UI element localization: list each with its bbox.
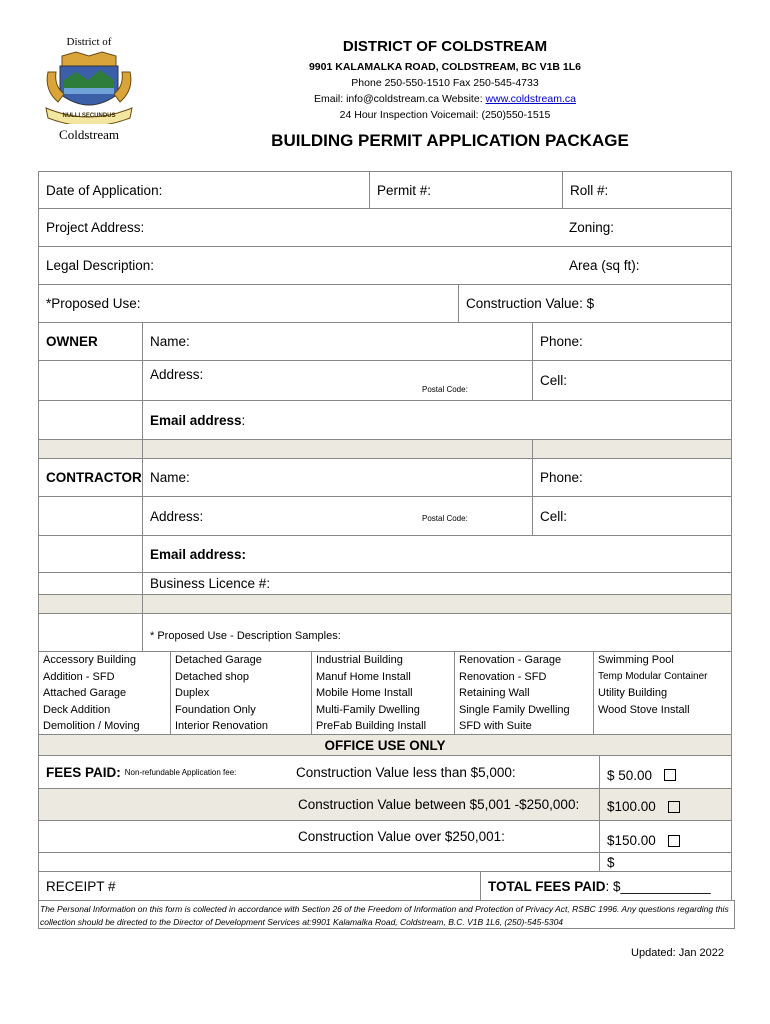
owner-row-name (38, 322, 732, 361)
owner-row-email (38, 400, 732, 440)
sample-item: Manuf Home Install (316, 670, 411, 683)
contractor-address-field[interactable] (142, 497, 532, 535)
logo-bottom-text: Coldstream (59, 127, 119, 142)
owner-phone-field[interactable]: Phone: (532, 323, 731, 360)
roll-number-field[interactable]: Roll #: (562, 172, 731, 208)
contractor-postal-label: Postal Code: (422, 514, 468, 523)
fees-paid-label: FEES PAID: (46, 764, 121, 780)
tier1-label: Construction Value less than $5,000: (296, 764, 516, 780)
sample-item: Accessory Building (43, 654, 136, 666)
tier2-cell (39, 789, 599, 820)
sample-item: Temp Modular Container (598, 670, 708, 682)
samples-col-5 (593, 651, 732, 735)
contractor-row-address (38, 496, 732, 536)
checkbox-icon[interactable] (664, 769, 676, 781)
org-voicemail: 24 Hour Inspection Voicemail: (250)550-1515 (339, 109, 551, 121)
owner-email-label: Email address (150, 412, 242, 428)
office-use-title: OFFICE USE ONLY (324, 737, 446, 753)
website-link[interactable]: www.coldstream.ca (485, 93, 576, 105)
district-logo (40, 36, 138, 146)
owner-email-field[interactable] (142, 401, 731, 439)
contractor-row-licence (38, 572, 732, 595)
contractor-spacer-row (38, 594, 732, 614)
contractor-phone-field[interactable]: Phone: (532, 459, 731, 496)
logo-top-text: District of (66, 36, 112, 48)
permit-number-field[interactable]: Permit #: (369, 172, 562, 208)
sample-item: Mobile Home Install (316, 687, 413, 699)
owner-address-field[interactable] (142, 361, 532, 400)
receipt-row (38, 871, 732, 901)
org-name: DISTRICT OF COLDSTREAM (342, 38, 548, 55)
tier1-amount-cell[interactable] (599, 756, 731, 788)
logo-ribbon-text: NULLI SECUNDUS (62, 113, 116, 119)
tier3-cell (39, 821, 599, 852)
sample-item: PreFab Building Install (316, 720, 427, 732)
fees-paid-cell (39, 756, 599, 788)
contractor-name-field[interactable]: Name: (142, 459, 532, 496)
samples-label-row (38, 613, 732, 652)
project-address-field[interactable]: Project Address: (46, 220, 145, 235)
sample-item: Renovation - Garage (459, 654, 562, 666)
sample-item: Detached shop (175, 670, 249, 683)
form-row-project-address (38, 208, 732, 247)
sample-item: Deck Addition (43, 703, 111, 716)
blank-amount[interactable]: $ (599, 853, 731, 871)
sample-item: Duplex (175, 687, 210, 699)
total-fees-cell[interactable] (480, 872, 731, 900)
contractor-email-field[interactable]: Email address: (142, 536, 731, 572)
form-row-use (38, 284, 732, 323)
fee-row-2 (38, 788, 732, 821)
zoning-field[interactable]: Zoning: (569, 220, 615, 235)
form-row-legal (38, 246, 732, 285)
date-of-application-field[interactable]: Date of Application: (46, 182, 163, 198)
sample-item: Addition - SFD (43, 670, 115, 683)
sample-item: Single Family Dwelling (459, 703, 570, 716)
proposed-use-field[interactable]: *Proposed Use: (46, 296, 141, 311)
email-text: Email: info@coldstream.ca Website: (314, 93, 486, 105)
legal-description-field[interactable]: Legal Description: (46, 258, 155, 273)
checkbox-icon[interactable] (668, 835, 680, 847)
contractor-row-email (38, 535, 732, 573)
fee-note: Non-refundable Application fee: (124, 767, 237, 777)
sample-item: SFD with Suite (459, 720, 532, 732)
owner-postal-label: Postal Code: (422, 385, 468, 394)
owner-address-label: Address: (150, 367, 204, 382)
tier1-amount: $ 50.00 (607, 767, 653, 783)
owner-cell-field[interactable]: Cell: (532, 361, 731, 400)
org-email-line (230, 93, 660, 105)
sample-item: Utility Building (598, 687, 668, 699)
sample-item: Renovation - SFD (459, 670, 547, 683)
sample-item: Wood Stove Install (598, 703, 690, 716)
tier2-label: Construction Value between $5,001 -$250,000: (298, 797, 580, 812)
receipt-field[interactable]: RECEIPT # (46, 878, 116, 894)
owner-row-address (38, 360, 732, 401)
sample-item: Foundation Only (175, 703, 256, 716)
org-phone: Phone 250-550-1510 Fax 250-545-4733 (351, 77, 539, 89)
office-use-header (38, 734, 732, 756)
sample-item: Retaining Wall (459, 687, 530, 699)
updated-date: Updated: Jan 2022 (631, 947, 724, 959)
fee-row-blank (38, 852, 732, 872)
contractor-section-label: CONTRACTOR (46, 470, 142, 485)
footnote-border (38, 900, 735, 929)
business-licence-field[interactable]: Business Licence #: (142, 573, 731, 594)
construction-value-field[interactable]: Construction Value: $ (458, 285, 731, 322)
samples-col-4 (454, 651, 594, 735)
tier3-amount-cell[interactable] (599, 821, 731, 852)
owner-spacer-row (38, 439, 732, 459)
sample-item: Attached Garage (43, 687, 127, 699)
samples-col-1 (38, 651, 171, 735)
samples-label: * Proposed Use - Description Samples: (142, 614, 731, 652)
samples-col-3 (311, 651, 455, 735)
owner-section-label: OWNER (46, 334, 98, 349)
samples-col-2 (170, 651, 312, 735)
tier3-amount: $150.00 (607, 833, 656, 848)
sample-item: Swimming Pool (598, 654, 674, 666)
sample-item: Industrial Building (316, 654, 403, 666)
org-address: 9901 KALAMALKA ROAD, COLDSTREAM, BC V1B 1L6 (308, 61, 582, 73)
area-field[interactable]: Area (sq ft): (569, 258, 640, 273)
total-fees-label: TOTAL FEES PAID (488, 878, 606, 894)
owner-email-colon: : (241, 412, 246, 428)
tier3-label: Construction Value over $250,001: (298, 829, 505, 844)
checkbox-icon[interactable] (668, 801, 680, 813)
contractor-cell-field[interactable]: Cell: (532, 497, 731, 535)
page-title: BUILDING PERMIT APPLICATION PACKAGE (271, 131, 629, 150)
tier2-amount-cell[interactable] (599, 789, 731, 820)
privacy-footnote: The Personal Information on this form is collected in accordance with Section 26 of the Freedom of Information and Protection of Privacy Act, RSBC 1996. Any questions regarding this collection should be directed to the Director of Development Services at:9901 Kalamalka Road, Coldstream, B.C. V1B 1L6, (250)-545-5304 (40, 904, 729, 927)
sample-item: Multi-Family Dwelling (316, 703, 420, 716)
sample-item: Detached Garage (175, 654, 262, 666)
form-row-date (38, 171, 732, 209)
contractor-address-label: Address: (150, 508, 204, 524)
sample-item: Interior Renovation (175, 720, 268, 732)
fee-row-1 (38, 755, 732, 789)
fee-row-3 (38, 820, 732, 853)
total-fees-value: : $____________ (605, 878, 711, 894)
owner-name-field[interactable]: Name: (142, 323, 532, 360)
contractor-row-name (38, 458, 732, 497)
tier2-amount: $100.00 (607, 799, 656, 814)
sample-item: Demolition / Moving (43, 720, 140, 732)
